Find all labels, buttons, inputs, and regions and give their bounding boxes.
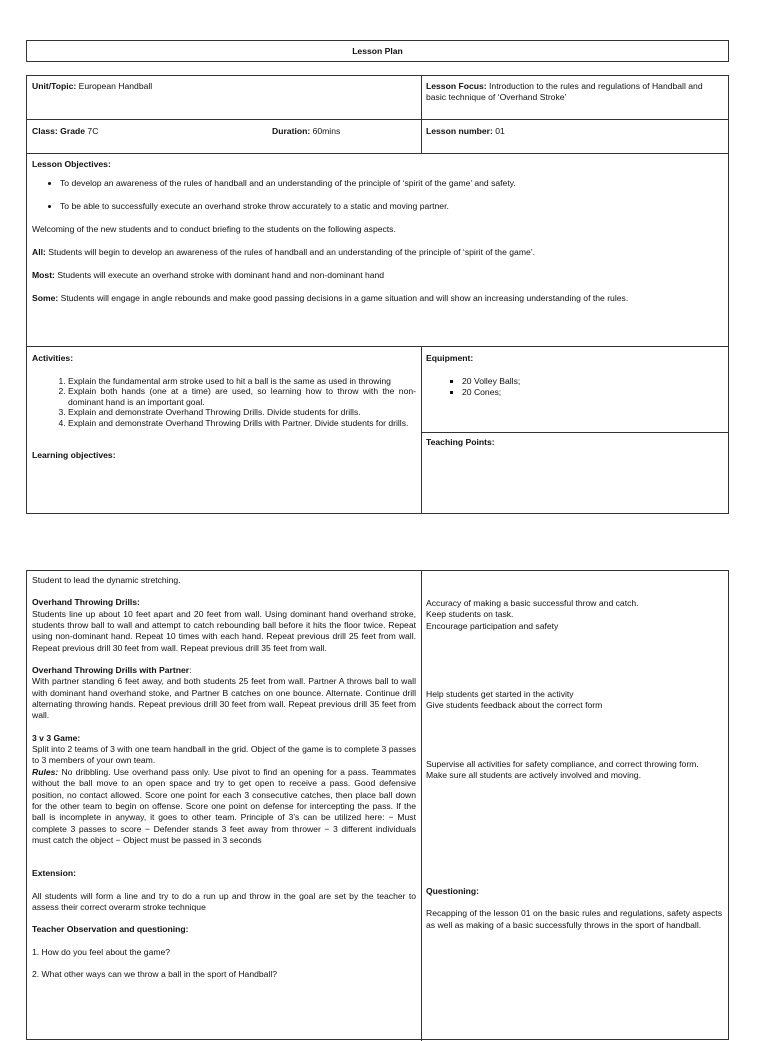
teaching-point: Keep students on task. — [426, 609, 514, 620]
lesson-number-label: Lesson number: — [426, 126, 493, 136]
equipment-heading: Equipment: — [426, 353, 474, 363]
teaching-point: Supervise all activities for safety compliance, and correct throwing form. — [426, 759, 699, 769]
teaching-point: Accuracy of making a basic successful throw and catch. — [426, 598, 639, 608]
drills-text: Students line up about 10 feet apart and 20 feet from wall. Using dominant hand overhand stroke, students throw ball to wall and attempt to catch rebounding ball before it hits the floor twice. Repeat using non-dominant hand. Repeat 10 times with each hand. Repeat previous drill 25 feet from wall. Repeat previous drill 30 feet from wall. Repeat previous drill 35 feet from wall. — [32, 608, 416, 653]
some-objective — [32, 293, 723, 304]
game-heading: 3 v 3 Game: — [32, 732, 81, 743]
lesson-focus-cell — [426, 81, 721, 103]
teaching-points-group-2 — [426, 689, 722, 712]
class-cell — [32, 126, 262, 137]
row-divider — [27, 153, 728, 154]
lesson-number-value: 01 — [495, 126, 505, 136]
activities-list — [32, 376, 416, 428]
some-label: Some: — [32, 293, 59, 303]
detail-left-column — [32, 575, 416, 980]
page-title: Lesson Plan — [352, 46, 403, 56]
row-divider — [27, 346, 728, 347]
duration-value: 60mins — [312, 126, 341, 136]
partner-drills-title: Overhand Throwing Drills with Partner — [32, 665, 190, 676]
teaching-point: Give students feedback about the correct form — [426, 700, 603, 711]
all-objective — [32, 247, 723, 258]
teaching-point: Make sure all students are actively involved and moving. — [426, 770, 641, 781]
title-box — [26, 40, 729, 62]
teaching-points-section — [426, 437, 721, 448]
activity-item: 2. Explain both hands (one at a time) are used, so learning how to throw with the non-dominant hand is an important goal. — [68, 386, 416, 407]
welcome-text: Welcoming of the new students and to conduct briefing to the students on the following aspects. — [32, 224, 396, 234]
lesson-focus-value: Introduction to the rules and regulations of Handball and basic technique of ‘Overhand Stroke’ — [426, 81, 703, 102]
question-1: 1. How do you feel about the game? — [32, 946, 171, 957]
activities-section — [32, 353, 416, 461]
some-text: Students will engage in angle rebounds and make good passing decisions in a game situation and will show an increasing understanding of the rules. — [60, 293, 629, 303]
equipment-item: ▪ 20 Cones; — [462, 387, 721, 398]
objective-item: • To develop an awareness of the rules of handball and an understanding of the principle of ‘spirit of the game’ and safety. — [60, 178, 723, 189]
equipment-list — [426, 376, 721, 398]
duration-label: Duration: — [272, 126, 311, 136]
lesson-plan-table — [26, 75, 729, 514]
unit-topic-cell — [32, 81, 412, 92]
partner-drills-text: With partner standing 6 feet away, and both students 25 feet from wall. Partner A throws ball to wall with dominant hand overhand stoke, and Partner B catches on one bounce. Alternate. Continue drill alternating throwing hands. Repeat previous drill 30 feet from wall. Repeat previous drill 35 feet from wall. — [32, 676, 416, 721]
col-divider — [421, 571, 422, 1041]
game-text: Split into 2 teams of 3 with one team handball in the grid. Object of the game is to complete 3 passes to 3 members of your own team. — [32, 744, 416, 766]
duration-cell — [272, 126, 412, 137]
teaching-point: Encourage participation and safety — [426, 620, 559, 631]
drills-heading: Overhand Throwing Drills: — [32, 597, 140, 608]
rules-text-block — [32, 767, 416, 846]
lesson-focus-label: Lesson Focus: — [426, 81, 487, 91]
row-divider — [27, 119, 728, 120]
learning-objectives-label: Learning objectives: — [32, 450, 116, 461]
stretching-text: Student to lead the dynamic stretching. — [32, 575, 181, 585]
lesson-number-cell — [426, 126, 721, 137]
objective-item: • To be able to successfully execute an overhand stroke throw accurately to a static and moving partner. — [60, 201, 723, 212]
teaching-points-group-3 — [426, 759, 722, 782]
rules-text: No dribbling. Use overhand pass only. Use pivot to find an opening for a pass. Teammates without the ball move to an open space and try to get open to receive a pass. Good defensive position, no contact allowed. Score one point for each 3 consecutive catches, then place ball down for the other team to begin on offense. Score one point on defense for intercepting the pass. If the ball is incomplete in anyway, it goes to other team. Principle of 3’s can be utilized here: − Must complete 3 passes to score − Defender stands 3 feet away from thrower − 3 different individuals must catch the object − Object must be passed in 3 seconds — [32, 766, 417, 845]
equipment-section — [426, 353, 721, 398]
partner-drills-heading: Overhand Throwing Drills with Partner: — [32, 665, 192, 676]
most-label: Most: — [32, 270, 55, 280]
objectives-heading: Lesson Objectives: — [32, 159, 111, 169]
class-value: 7C — [87, 126, 99, 136]
equipment-item: ▪ 20 Volley Balls; — [462, 376, 721, 387]
question-2: 2. What other ways can we throw a ball in the sport of Handball? — [32, 968, 278, 979]
rules-label: Rules: — [32, 766, 59, 777]
row-divider — [421, 432, 728, 433]
extension-text: All students will form a line and try to do a run up and throw in the goal are set by the teacher to assess their correct overarm stroke technique — [32, 890, 416, 912]
unit-topic-label: Unit/Topic: — [32, 81, 77, 91]
teaching-points-group-1 — [426, 598, 722, 632]
unit-topic-value: European Handball — [78, 81, 153, 91]
col-divider — [421, 76, 422, 153]
extension-heading: Extension: — [32, 868, 76, 879]
teaching-points-heading: Teaching Points: — [426, 437, 495, 447]
objectives-list — [32, 178, 723, 212]
questioning-heading: Questioning: — [426, 886, 479, 896]
questioning-section — [426, 886, 722, 931]
activity-item: 1. Explain the fundamental arm stroke used to hit a ball is the same as used in throwing — [68, 376, 416, 386]
activity-item: 3. Explain and demonstrate Overhand Throwing Drills. Divide students for drills. — [68, 407, 416, 417]
col-divider — [421, 346, 422, 513]
activities-heading: Activities: — [32, 353, 74, 363]
most-text: Students will execute an overhand stroke with dominant hand and non-dominant hand — [57, 270, 385, 280]
most-objective — [32, 270, 723, 281]
activity-item: 4. Explain and demonstrate Overhand Throwing Drills with Partner. Divide students for drills. — [68, 418, 416, 428]
objectives-section — [32, 159, 723, 304]
observation-heading: Teacher Observation and questioning: — [32, 924, 189, 935]
all-text: Students will begin to develop an awareness of the rules of handball and an understanding of the principle of ‘spirit of the game’. — [48, 247, 536, 257]
class-label: Class: Grade — [32, 126, 86, 136]
questioning-text: Recapping of the lesson 01 on the basic rules and regulations, safety aspects as well as making of a basic successfully throws in the sport of handball. — [426, 908, 722, 930]
teaching-point: Help students get started in the activity — [426, 689, 574, 699]
activities-detail-table — [26, 570, 729, 1040]
all-label: All: — [32, 247, 46, 257]
